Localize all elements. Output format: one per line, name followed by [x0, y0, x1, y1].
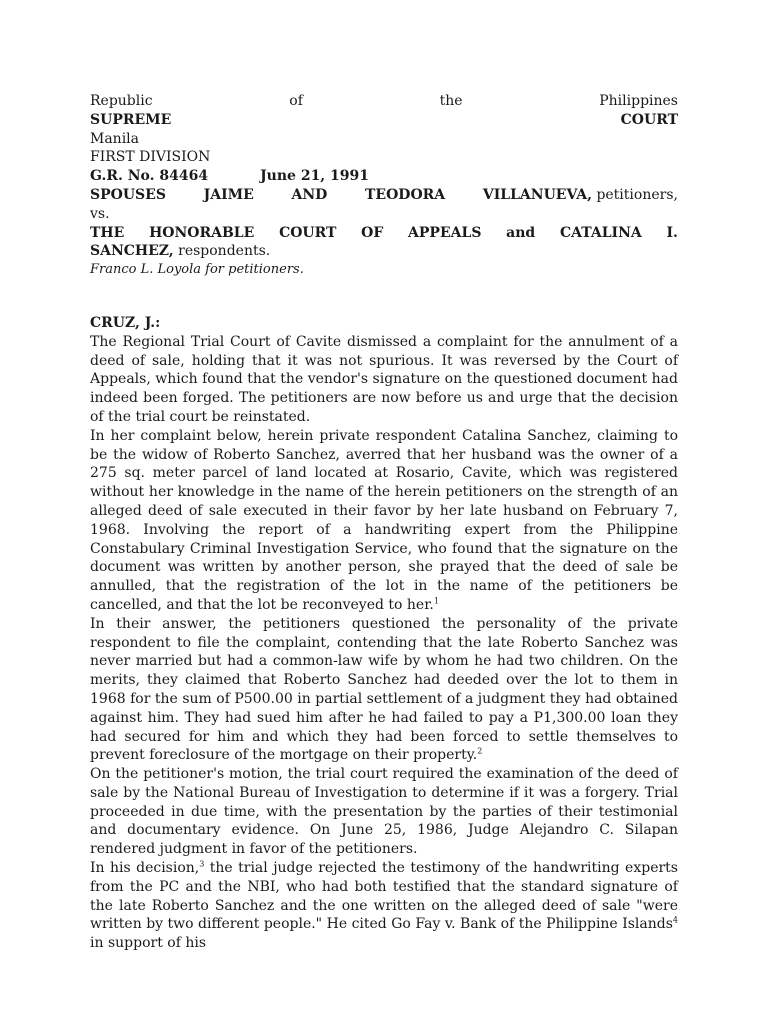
- respondents-role: respondents.: [178, 243, 271, 260]
- ponente: CRUZ, J.:: [90, 314, 161, 331]
- republic-word: Philippines: [599, 93, 678, 109]
- paragraph-3-text: In their answer, the petitioners questioned the personality of the private respondent to file the complaint, contending that the late Roberto Sanchez was never married but had a common-law wife by whom he had two children. On the merits, they claimed that Roberto Sanchez had deeded over the lot to them in 1968 for the sum of P500.00 in partial settlement of a judgment they had obtained against him. They had sued him after he had failed to pay a P1,300.00 loan they had secured for him and which they had been forced to settle themselves to prevent foreclosure of the mortgage on their property.: [90, 615, 678, 764]
- city-line: Manila: [90, 130, 139, 147]
- petitioners-line: [90, 186, 678, 205]
- respondent-word: HONORABLE: [149, 224, 255, 241]
- division-line: FIRST DIVISION: [90, 149, 211, 166]
- footnote-ref[interactable]: 4: [672, 915, 678, 925]
- paragraph-4: On the petitioner's motion, the trial court required the examination of the deed of sale by the National Bureau of Investigation to determine if it was a forgery. Trial proceeded in due time, with the presentation by the parties of their testimonial and documentary evidence. On June 25, 1986, Judge Alejandro C. Silapan rendered judgment in favor of the petitioners.: [90, 766, 678, 858]
- petitioner-word: JAIME: [203, 186, 254, 203]
- petitioner-word: TEODORA: [365, 186, 446, 203]
- respondent-word: I.: [666, 224, 678, 241]
- versus-line: vs.: [90, 205, 110, 222]
- respondent-word: THE: [90, 224, 125, 241]
- footnote-ref[interactable]: 2: [477, 746, 483, 756]
- republic-line: [90, 92, 678, 111]
- court-word: COURT: [620, 111, 678, 128]
- document-page: [90, 92, 678, 953]
- paragraph-1: The Regional Trial Court of Cavite dismissed a complaint for the annulment of a deed of sale, holding that it was not spurious. It was reversed by the Court of Appeals, which found that the vendor's signature on the questioned document had indeed been forged. The petitioners are now before us and urge that the decision of the trial court be reinstated.: [90, 333, 678, 425]
- decision-date: June 21, 1991: [260, 168, 370, 185]
- paragraph-2-text: In her complaint below, herein private respondent Catalina Sanchez, claiming to be the widow of Roberto Sanchez, averred that her husband was the owner of a 275 sq. meter parcel of land located at Rosario, Cavite, which was registered without her knowledge in the name of the herein petitioners on the strength of an alleged deed of sale executed in their favor by her late husband on February 7, 1968. Involving the report of a handwriting expert from the Philippine Constabulary Criminal Investigation Service, who found that the signature on the document was written by another person, she prayed that the deed of sale be annulled, that the registration of the lot in the name of the petitioners be cancelled, and that the lot be reconveyed to her.: [90, 427, 678, 613]
- respondent-word: COURT: [279, 224, 337, 241]
- gr-number: G.R. No. 84464: [90, 168, 209, 185]
- respondents-line-2: [90, 242, 678, 261]
- paragraph-5: [90, 859, 678, 953]
- paragraph-5-text-b: the trial judge rejected the testimony of the handwriting experts from the PC and the NBI, who had both testified that the standard signature of the late Roberto Sanchez and the one written on the alleged deed of sale "were written by two different people." He cited Go Fay v. Bank of the Philippine Islands: [90, 860, 678, 933]
- case-number-line: [90, 167, 678, 186]
- footnote-ref[interactable]: 3: [199, 859, 205, 869]
- respondent-name: SANCHEZ,: [90, 243, 174, 260]
- paragraph-5-text-c: in support of his: [90, 935, 207, 952]
- spacer: [90, 280, 678, 314]
- paragraph-2: [90, 427, 678, 615]
- respondent-word: CATALINA: [559, 224, 642, 241]
- paragraph-5-text-a: In his decision,: [90, 860, 200, 877]
- republic-word: Republic: [90, 93, 153, 109]
- footnote-ref[interactable]: 1: [433, 596, 439, 606]
- counsel-line: Franco L. Loyola for petitioners.: [90, 262, 304, 278]
- respondent-word: APPEALS: [408, 224, 482, 241]
- petitioner-tail: [483, 186, 678, 205]
- republic-word: the: [439, 93, 463, 109]
- petitioners-role: petitioners,: [596, 186, 678, 203]
- petitioner-word: SPOUSES: [90, 186, 166, 203]
- paragraph-3: [90, 615, 678, 765]
- court-line: [90, 111, 678, 130]
- court-word: SUPREME: [90, 111, 172, 128]
- republic-word: of: [289, 93, 303, 109]
- petitioner-word: AND: [291, 186, 328, 203]
- respondent-word: OF: [361, 224, 384, 241]
- respondents-line: [90, 224, 678, 243]
- respondent-word: and: [506, 224, 536, 241]
- petitioner-word: VILLANUEVA,: [482, 186, 592, 203]
